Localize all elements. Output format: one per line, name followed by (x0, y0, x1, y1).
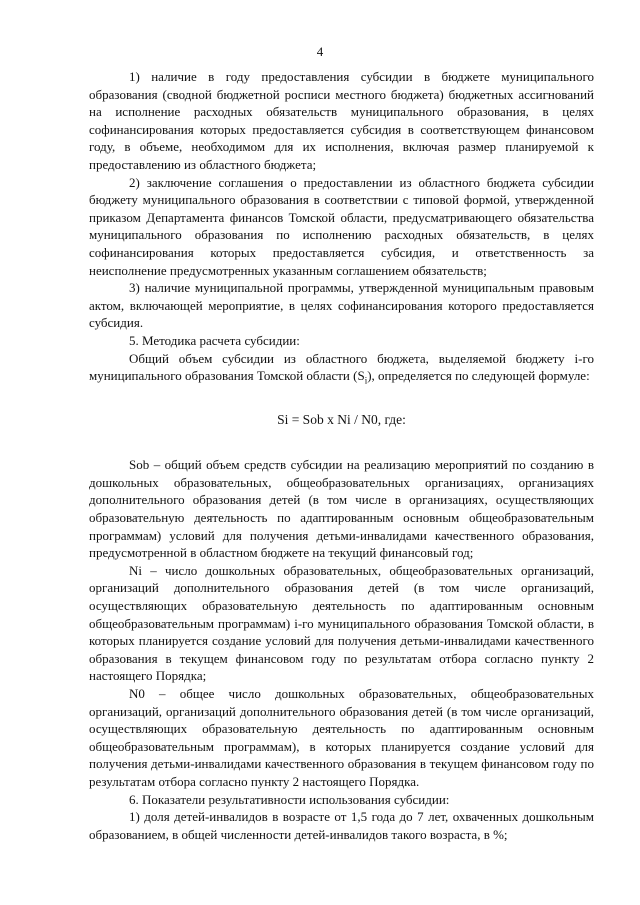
paragraph-n0-definition: N0 – общее число дошкольных образовательных, общеобразовательных организаций, организаций дополнительного образования детей (в том числе организаций, осуществляющих образовательную деятельность по адаптированным основным общеобразовательным программам), в которых планируется создание условий для получения детьми-инвалидами качественного образования в текущем финансовом году по результатам отбора согласно пункту 2 настоящего Порядка. (89, 686, 594, 789)
paragraph-condition-2: 2) заключение соглашения о предоставлении из областного бюджета субсидии бюджету муниципального образования в соответствии с типовой формой, утвержденной приказом Департамента финансов Томской области, предусматривающего обязательства муниципального образования по исполнению расходных обязательств, в целях софинансирования которых предоставляется субсидия, и ответственность за неисполнение предусмотренных указанным соглашением обязательств; (89, 174, 594, 278)
paragraph-condition-1: 1) наличие в году предоставления субсидии в бюджете муниципального образования (сводной бюджетной росписи местного бюджета) бюджетных ассигнований на исполнение расходных обязательств муниципального образования, в целях софинансирования которых предоставляется субсидия в соответствующем финансовом году, в объеме, необходимом для их исполнения, включая размер планируемой к предоставлению из областного бюджета; (89, 69, 594, 172)
subscript-i: i (364, 375, 368, 386)
page-number: 4 (316, 44, 324, 59)
total-subsidy-text: Общий объем субсидии из областного бюджета, выделяемой бюджету i-го муниципального образования Томской области (S (89, 350, 594, 384)
paragraph-sob-definition: Sob – общий объем средств субсидии на реализацию мероприятий по созданию в дошкольных образовательных, общеобразовательных организациях, организациях дополнительного образования детей (в том числе в организациях, осуществляющих образовательную деятельность по адаптированным основным общеобразовательным программам) условий для получения детьми-инвалидами качественного образования, предусмотренной в областном бюджете на текущий финансовый год; (89, 457, 594, 561)
paragraph-ni-definition: Ni – число дошкольных образовательных, общеобразовательных организаций, организаций дополнительного образования детей (в том числе организаций, осуществляющих образовательную деятельность по адаптированным основным общеобразовательным программам) i-го муниципального образования Томской области, в которых планируется создание условий для получения детьми-инвалидами качественного образования в текущем финансовом году по результатам отбора согласно пункту 2 настоящего Порядка; (89, 562, 594, 684)
paragraph-condition-3: 3) наличие муниципальной программы, утвержденной муниципальным правовым актом, включающей мероприятие, в целях софинансирования которого предоставляется субсидия. (89, 280, 594, 331)
section-heading-indicators: 6. Показатели результативности использования субсидии: (129, 791, 450, 807)
total-subsidy-tail: ), определяется по следующей формуле: (367, 368, 590, 384)
section-heading-method: 5. Методика расчета субсидии: (129, 332, 300, 348)
paragraph-total-subsidy (89, 350, 594, 385)
formula: Si = Sob x Ni / N0, где: (277, 411, 406, 427)
document-body (89, 68, 594, 843)
paragraph-indicator-1: 1) доля детей-инвалидов в возрасте от 1,5 года до 7 лет, охваченных дошкольным образованием, в общей численности детей-инвалидов такого возраста, в %; (89, 809, 594, 842)
